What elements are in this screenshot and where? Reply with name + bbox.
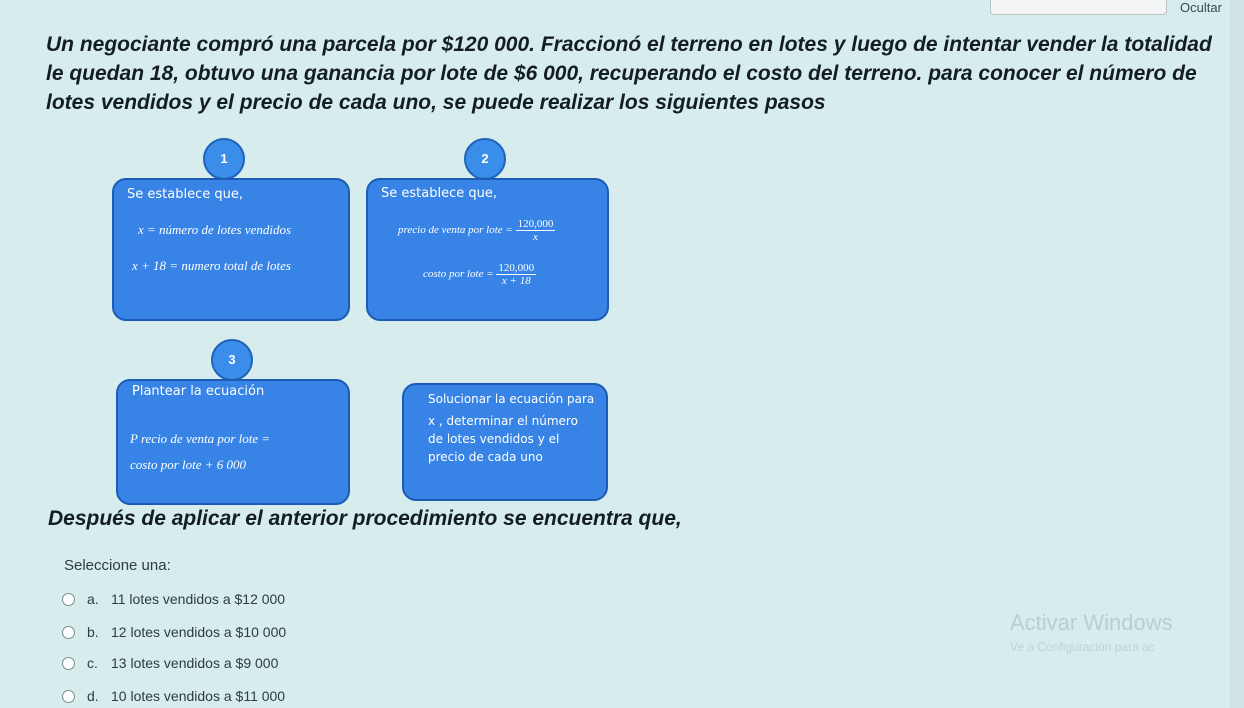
after-statement: Después de aplicar el anterior procedimiento se encuentra que,: [48, 507, 682, 530]
step-2-fraction-1-numerator: 120,000: [517, 218, 554, 230]
option-a[interactable]: [62, 587, 285, 611]
step-3-line-2: costo por lote + 6 000: [130, 457, 247, 472]
option-a-text: 11 lotes vendidos a $12 000: [111, 591, 286, 607]
option-a-letter: a.: [87, 591, 99, 607]
radio-c[interactable]: [62, 657, 75, 670]
option-d[interactable]: [62, 684, 285, 708]
step-3-heading: Plantear la ecuación: [132, 384, 265, 399]
top-toolbar: [990, 0, 1244, 16]
option-b-text: 12 lotes vendidos a $10 000: [111, 624, 287, 640]
step-2-fraction-2: [496, 262, 536, 287]
step-1-heading: Se establece que,: [127, 187, 243, 202]
step-4-text-2: x , determinar el número: [428, 414, 578, 428]
radio-b[interactable]: [62, 626, 75, 639]
step-2-fraction-1-denominator: x: [533, 231, 538, 243]
select-one-label: Seleccione una:: [64, 557, 171, 574]
step-2-fraction-2-denominator: x + 18: [501, 275, 531, 287]
radio-d[interactable]: [62, 690, 75, 703]
step-2-line-1-label: precio de venta por lote =: [398, 224, 513, 237]
step-2-fraction-1: [516, 218, 556, 243]
step-box-1: [112, 178, 350, 321]
step-2-line-2: [423, 262, 536, 287]
activation-watermark-sub: Ve a Configuración para ac: [1010, 640, 1155, 654]
step-1-line-1: x = número de lotes vendidos: [138, 222, 292, 237]
question-text: Un negociante compró una parcela por $120 000. Fraccionó el terreno en lotes y luego de intentar vender la totalidad le quedan 18, obtuvo una ganancia por lote de $6 000, recuperando el costo del terreno. para conocer el número de lotes vendidos y el precio de cada uno, se puede realizar los siguientes pasos: [46, 33, 1212, 114]
step-4-text-4: precio de cada uno: [428, 450, 543, 464]
option-b[interactable]: [62, 620, 286, 644]
step-number-2: 2: [464, 138, 506, 180]
step-2-heading: Se establece que,: [381, 186, 497, 201]
option-b-letter: b.: [87, 624, 99, 640]
hide-link[interactable]: Ocultar: [1180, 0, 1222, 15]
step-2-line-1: [398, 218, 555, 243]
option-d-text: 10 lotes vendidos a $11 000: [111, 688, 286, 704]
step-box-4: [402, 383, 608, 501]
step-4-text-1: Solucionar la ecuación para: [428, 392, 595, 406]
step-number-1: 1: [203, 138, 245, 180]
step-2-fraction-2-numerator: 120,000: [498, 262, 535, 274]
page-edge: [1230, 0, 1244, 708]
step-number-3: 3: [211, 339, 253, 381]
step-box-3: [116, 379, 350, 505]
activation-watermark-title: Activar Windows: [1010, 610, 1173, 635]
step-3-line-1: P recio de venta por lote =: [130, 431, 271, 446]
option-d-letter: d.: [87, 688, 99, 704]
top-field: [990, 0, 1167, 15]
option-c[interactable]: [62, 651, 278, 675]
option-c-text: 13 lotes vendidos a $9 000: [111, 655, 279, 671]
step-4-text-3: de lotes vendidos y el: [428, 432, 560, 446]
option-c-letter: c.: [87, 655, 98, 671]
radio-a[interactable]: [62, 593, 75, 606]
step-2-line-2-label: costo por lote =: [423, 268, 494, 281]
step-box-2: [366, 178, 609, 321]
step-1-line-2: x + 18 = numero total de lotes: [132, 258, 291, 273]
